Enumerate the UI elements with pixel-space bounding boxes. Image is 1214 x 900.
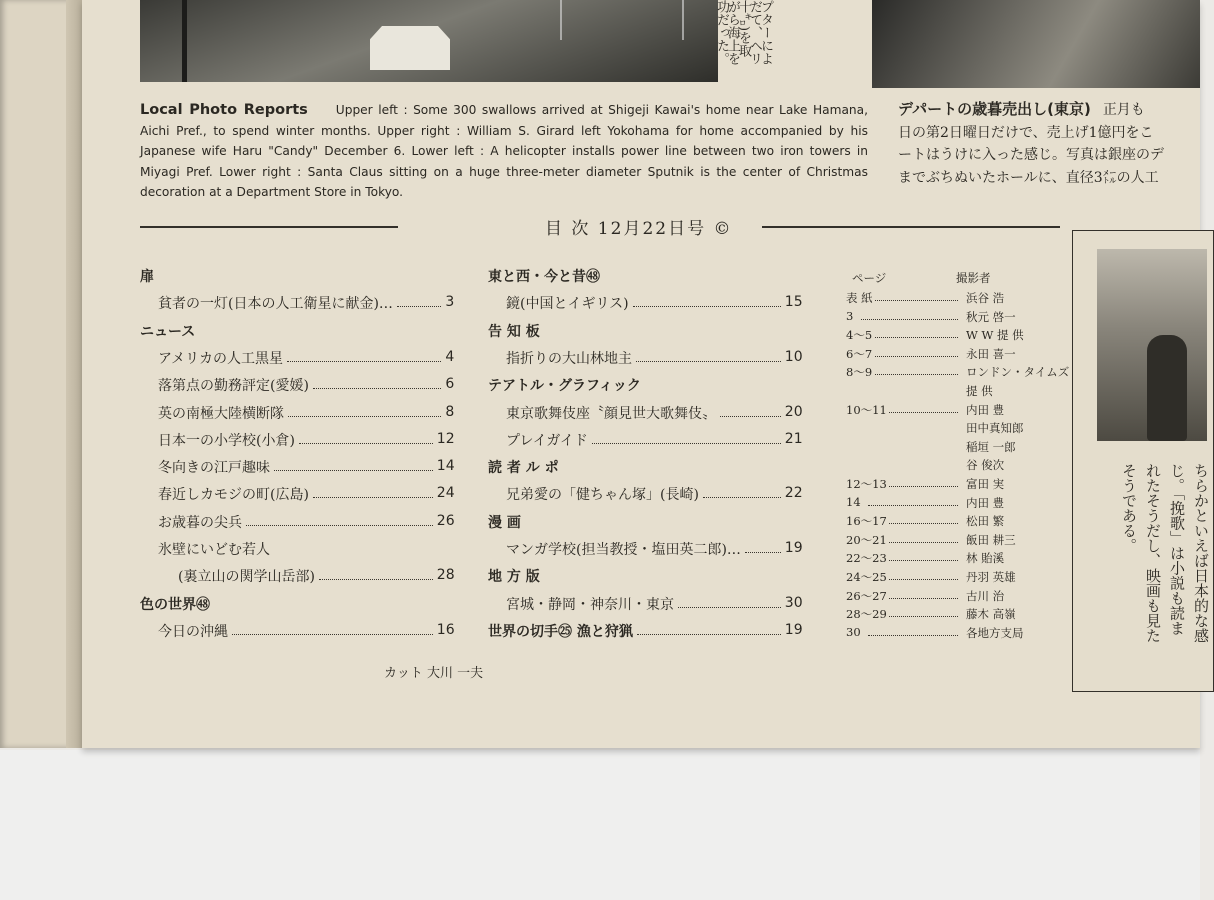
toc-entry xyxy=(158,375,309,395)
left-page xyxy=(0,0,80,748)
toc-label: 扉 xyxy=(140,269,154,285)
credit-photographer: 林 貽溪 xyxy=(966,551,1005,566)
jp-caption-line: ートはうけに入った感じ。写真は銀座のデ xyxy=(898,147,1164,163)
leader-dots xyxy=(861,319,958,320)
toc-page-number: 4 xyxy=(445,348,455,365)
toc-page-number: 12 xyxy=(436,430,455,447)
toc-entry xyxy=(506,348,632,368)
leader-dots xyxy=(745,552,781,553)
toc-label: 東京歌舞伎座〝顔見世大歌舞伎〟 xyxy=(506,405,716,422)
toc-label: 兄弟愛の「健ちゃん塚」(長崎) xyxy=(506,487,699,504)
leader-dots xyxy=(889,542,958,543)
toc-entry xyxy=(158,403,284,423)
leader-dots xyxy=(637,634,781,635)
toc-section xyxy=(140,321,195,341)
toc-label: お歳暮の尖兵 xyxy=(158,514,242,531)
credit-photographer: 古川 治 xyxy=(966,588,1005,603)
leader-dots xyxy=(288,416,441,417)
vertical-text-line: じ。「挽歌」は小説も読ま xyxy=(1168,463,1186,636)
leader-dots xyxy=(875,337,958,338)
right-column-text xyxy=(1095,463,1213,683)
toc-label: 東と西・今と昔㊽ xyxy=(488,269,600,285)
toc-entry xyxy=(178,566,315,586)
toc-page-number: 19 xyxy=(784,621,803,638)
cut-credit: カット 大川 一夫 xyxy=(384,666,484,681)
toc-label: 鏡(中国とイギリス) xyxy=(506,296,629,313)
credit-photographer: 田中真知郎 xyxy=(966,421,1024,436)
credit-page: 表 紙 xyxy=(846,291,873,305)
caption-line: がら海上を xyxy=(725,0,740,65)
toc-label: 氷壁にいどむ若人 xyxy=(158,542,270,558)
rule-left xyxy=(140,226,398,228)
toc-page-number: 16 xyxy=(436,621,455,638)
toc-header xyxy=(140,212,1060,240)
caption-body: Upper left : Some 300 swallows arrived at Shigeji Kawai's home near Lake Hamana, Aichi Pref., to spend winter months. Upper right : William S. Girard left Yokohama for home accompanied by his Japanese wife Haru "Candy" December 6. Lower left : A helicopter installs power line between two iron towers in Miyagi Pref. Lower right : Santa Claus sitting on a huge three-meter diameter Sputnik is the center of Christmas decoration at a Department Store in Tokyo. xyxy=(140,103,868,200)
toc-section xyxy=(488,621,633,641)
leader-dots xyxy=(868,505,958,506)
leader-dots xyxy=(232,634,433,635)
toc-label: 落第点の勤務評定(愛媛) xyxy=(158,378,309,395)
leader-dots xyxy=(287,361,441,362)
credit-photographer: 提 供 xyxy=(966,384,993,398)
vertical-text-line: れたそうだし、映画も見た xyxy=(1144,463,1162,643)
toc-entry xyxy=(158,512,242,532)
leader-dots xyxy=(274,470,433,471)
toc-entry xyxy=(158,539,270,559)
toc-label: (裏立山の関学山岳部) xyxy=(178,569,315,586)
credit-photographer: 内田 豊 xyxy=(966,402,1005,417)
leader-dots xyxy=(313,388,441,389)
leader-dots xyxy=(397,306,441,307)
toc-label: 日本一の小学校(小倉) xyxy=(158,432,295,449)
leader-dots xyxy=(633,306,781,307)
toc-label: 今日の沖縄 xyxy=(158,623,228,640)
toc-section xyxy=(488,375,641,395)
toc-label: マンガ学校(担当教授・塩田英二郎)… xyxy=(506,542,741,558)
leader-dots xyxy=(889,560,958,561)
credit-photographer: 松田 繁 xyxy=(966,514,1005,529)
toc-section xyxy=(488,512,521,532)
credit-page: 8〜9 xyxy=(846,365,873,380)
figure-shape xyxy=(1147,335,1187,441)
toc-label: プレイガイド xyxy=(506,432,588,449)
toc-entry xyxy=(158,621,228,641)
toc-page-number: 8 xyxy=(445,403,455,420)
credit-photographer: 永田 喜一 xyxy=(966,346,1016,361)
toc-label: 漫 画 xyxy=(488,514,521,531)
credit-page: 6〜7 xyxy=(846,346,873,361)
credit-page: 4〜5 xyxy=(846,328,873,343)
toc-label: 宮城・静岡・神奈川・東京 xyxy=(506,596,674,613)
leader-dots xyxy=(703,497,781,498)
credit-page: 16〜17 xyxy=(846,514,887,529)
leader-dots xyxy=(889,598,958,599)
credit-photographer: 丹羽 英雄 xyxy=(966,570,1016,584)
toc-entry xyxy=(506,293,629,313)
toc-page-number: 24 xyxy=(436,485,455,502)
toc-page-number: 15 xyxy=(784,294,803,311)
leader-dots xyxy=(319,579,433,580)
toc-page-number: 30 xyxy=(784,594,803,611)
toc-page-number: 6 xyxy=(445,376,455,393)
jp-caption-line: 正月も xyxy=(1102,102,1145,118)
toc-section xyxy=(488,566,540,586)
toc-page-number: 20 xyxy=(784,403,803,420)
credit-page: 30 xyxy=(846,624,861,639)
toc-label: ニュース xyxy=(140,323,196,340)
leader-dots xyxy=(678,607,781,608)
credit-page: 3 xyxy=(846,308,854,323)
leader-dots xyxy=(313,497,433,498)
rule-right xyxy=(762,226,1060,228)
leader-dots xyxy=(720,416,781,417)
jp-caption-line: 日の第2日曜日だけで、売上げ1億円をこ xyxy=(898,124,1154,141)
toc-label: 英の南極大陸横断隊 xyxy=(158,405,284,422)
right-column-box xyxy=(1072,230,1214,692)
credit-page: 12〜13 xyxy=(846,477,887,491)
photo-caption-fragment xyxy=(714,0,776,82)
caption-line: 十㌔)を取 xyxy=(736,0,751,58)
leader-dots xyxy=(889,616,958,617)
toc-page-number: 26 xyxy=(436,512,455,529)
english-caption xyxy=(140,100,868,203)
table-surface xyxy=(0,750,1200,900)
credit-photographer: 飯田 耕三 xyxy=(966,532,1016,547)
credit-page: 22〜23 xyxy=(846,551,887,566)
toc-entry xyxy=(506,403,716,423)
credit-photographer: 谷 俊次 xyxy=(966,458,1005,473)
caption-line: プターによ xyxy=(758,0,773,65)
tower-shape xyxy=(560,0,684,40)
leader-dots xyxy=(868,635,958,636)
toc-label: 読 者 ル ポ xyxy=(488,460,559,477)
leader-dots xyxy=(889,412,958,413)
credit-photographer: 秋元 啓一 xyxy=(966,309,1016,324)
credits-photographer-header: 撮影者 xyxy=(956,271,991,285)
toc-page-number: 19 xyxy=(784,540,803,556)
leader-dots xyxy=(889,523,958,524)
photo-upper-left xyxy=(140,0,718,82)
credit-page: 10〜11 xyxy=(846,402,887,417)
caption-line: だて、ヘリ xyxy=(747,0,762,65)
leader-dots xyxy=(889,486,958,487)
toc-section xyxy=(488,321,540,341)
toc-label: 指折りの大山林地主 xyxy=(506,350,632,367)
toc-entry xyxy=(506,594,674,614)
leader-dots xyxy=(875,374,958,375)
toc-section xyxy=(140,266,154,286)
tent-shape xyxy=(370,26,450,70)
toc-label: アメリカの人工黒星 xyxy=(158,350,284,367)
leader-dots xyxy=(875,300,958,301)
toc-entry xyxy=(506,484,699,504)
toc-section xyxy=(488,266,600,286)
credit-photographer: 富田 実 xyxy=(966,477,1005,491)
credit-photographer: 内田 豊 xyxy=(966,495,1005,510)
toc-section xyxy=(488,457,559,477)
credit-photographer: 藤木 高嶺 xyxy=(966,607,1016,622)
toc-page-number: 10 xyxy=(784,348,803,365)
credit-page: 20〜21 xyxy=(846,532,887,547)
caption-line: 功だった。 xyxy=(714,0,729,65)
leader-dots xyxy=(246,525,433,526)
toc-entry xyxy=(506,539,741,559)
toc-section xyxy=(140,594,210,614)
toc-entry xyxy=(506,430,588,450)
toc-entry xyxy=(158,457,270,477)
toc-page-number: 28 xyxy=(436,567,455,584)
toc-title: 目 次 12月22日号 © xyxy=(545,219,733,239)
toc-entry xyxy=(158,430,295,450)
vertical-text-line: ちらかといえば日本的な感 xyxy=(1192,463,1210,643)
toc-label: 告 知 板 xyxy=(488,323,540,340)
jp-caption-title: デパートの歳暮売出し(東京) xyxy=(898,100,1091,118)
photo-upper-right xyxy=(872,0,1200,88)
leader-dots xyxy=(299,443,433,444)
credit-photographer: W W 提 供 xyxy=(966,328,1024,343)
toc-entry xyxy=(158,348,283,368)
toc-page-number: 22 xyxy=(784,485,803,502)
credit-photographer: 稲垣 一郎 xyxy=(966,439,1016,454)
credit-page: 26〜27 xyxy=(846,588,887,603)
caption-title: Local Photo Reports xyxy=(140,102,308,118)
toc-page-number: 3 xyxy=(445,294,455,311)
toc-label: 色の世界㊽ xyxy=(140,596,210,613)
toc-label: 地 方 版 xyxy=(488,569,540,586)
leader-dots xyxy=(889,579,958,580)
toc-label: テアトル・グラフィック xyxy=(488,378,641,395)
toc-label: 貧者の一灯(日本の人工衛星に献金)… xyxy=(158,296,393,313)
toc-label: 世界の切手㉕ 漁と狩猟 xyxy=(488,623,633,640)
japanese-caption xyxy=(898,98,1198,189)
leader-dots xyxy=(875,356,958,357)
toc-entry xyxy=(158,484,309,504)
credit-photographer: 浜谷 浩 xyxy=(966,291,1005,305)
toc-page-number: 14 xyxy=(436,458,455,475)
portrait-photo xyxy=(1097,249,1207,441)
credit-page: 28〜29 xyxy=(846,607,887,622)
credits-page-header: ページ xyxy=(852,271,887,285)
leader-dots xyxy=(636,361,781,362)
toc-page-number: 21 xyxy=(784,430,803,447)
toc-label: 冬向きの江戸趣味 xyxy=(158,460,270,477)
credit-photographer: ロンドン・タイムズ xyxy=(966,365,1070,380)
credit-page: 24〜25 xyxy=(846,570,887,584)
credit-photographer: 各地方支局 xyxy=(966,625,1024,640)
vertical-text-line: そうである。 xyxy=(1120,463,1138,553)
pole-shape xyxy=(182,0,187,82)
toc-entry xyxy=(158,293,393,313)
page-edge xyxy=(66,0,82,748)
credit-page: 14 xyxy=(846,494,861,509)
leader-dots xyxy=(592,443,781,444)
jp-caption-line: までぶちぬいたホールに、直径3㍍の人工 xyxy=(898,169,1159,186)
toc-label: 春近しカモジの町(広島) xyxy=(158,487,309,504)
